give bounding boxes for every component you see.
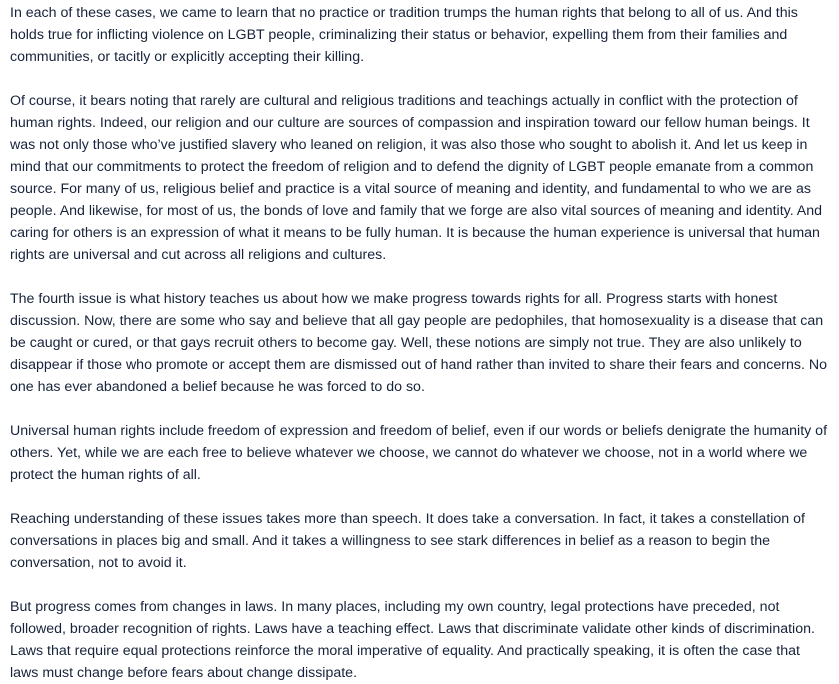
paragraph-cases: In each of these cases, we came to learn that no practice or tradition trumps the human rights that belong to all of us. And this holds true for inflicting violence on LGBT people, criminalizing their status or behavior, expelling them from their families and communities, or tacitly or explicitly accepting their killing.: [10, 5, 798, 65]
paragraph-religion-culture: Of course, it bears noting that rarely are cultural and religious traditions and teachings actually in conflict with the protection of human rights. Indeed, our religion and our culture are sources of compassion and inspiration toward our fellow human beings. It was not only those who’ve justified slavery who leaned on religion, it was also those who sought to abolish it. And let us keep in mind that our commitments to protect the freedom of religion and to defend the dignity of LGBT people emanate from a common source. For many of us, religious belief and practice is a vital source of meaning and identity, and fundamental to who we are as people. And likewise, for most of us, the bonds of love and family that we forge are also vital sources of meaning and identity. And caring for others is an expression of what it means to be fully human. It is because the human experience is universal that human rights are universal and cut across all religions and cultures.: [10, 93, 823, 263]
paragraph-changes-in-laws: But progress comes from changes in laws. In many places, including my own country, legal protections have preceded, not followed, broader recognition of rights. Laws have a teaching effect. Laws that discriminate validate other kinds of discrimination. Laws that require equal protections reinforce the moral imperative of equality. And practically speaking, it is often the case that laws must change before fears about change dissipate.: [10, 599, 815, 681]
paragraph-freedom-of-expression: Universal human rights include freedom of expression and freedom of belief, even if our words or beliefs denigrate the humanity of others. Yet, while we are each free to believe whatever we choose, we cannot do whatever we choose, not in a world where we protect the human rights of all.: [10, 423, 828, 483]
paragraph-conversation: Reaching understanding of these issues takes more than speech. It does take a conversation. In fact, it takes a constellation of conversations in places big and small. And it takes a willingness to see stark differences in belief as a reason to begin the conversation, not to avoid it.: [10, 511, 805, 571]
paragraph-fourth-issue: The fourth issue is what history teaches us about how we make progress towards rights for all. Progress starts with honest discussion. Now, there are some who say and believe that all gay people are pedophiles, that homosexuality is a disease that can be caught or cured, or that gays recruit others to become gay. Well, these notions are simply not true. They are also unlikely to disappear if those who promote or accept them are dismissed out of hand rather than invited to share their fears and concerns. No one has ever abandoned a belief because he was forced to do so.: [10, 291, 828, 395]
